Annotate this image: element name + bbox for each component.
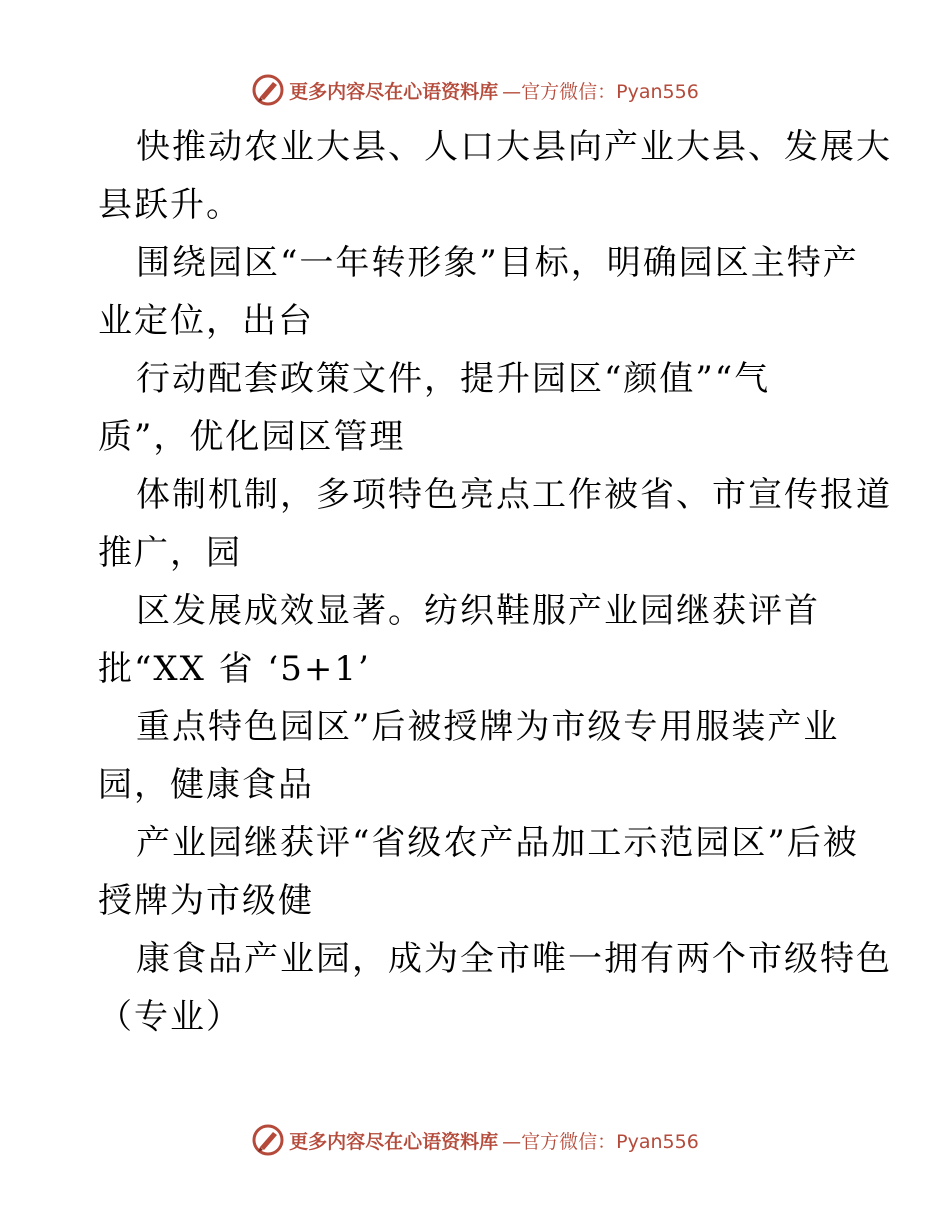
pen-logo-icon: [251, 1123, 285, 1157]
paragraph-5-line-1: 区发展成效显著。纺织鞋服产业园继获评首: [136, 591, 820, 631]
paragraph-3-line-1: 行动配套政策文件，提升园区“颜值”“气: [136, 359, 771, 399]
paragraph-2-line-2: 业定位，出台: [98, 301, 314, 341]
watermark-subtitle: —官方微信：Pyan556: [502, 1130, 699, 1153]
footer-watermark: [0, 1120, 950, 1160]
paragraph-7-line-1: 产业园继获评“省级农产品加工示范园区”后被: [136, 823, 859, 863]
paragraph-4-line-2: 推广，园: [98, 533, 242, 573]
paragraph-1-line-1: 快推动农业大县、人口大县向产业大县、发展大: [136, 127, 892, 167]
pen-logo-icon: [251, 73, 285, 107]
paragraph-6-line-2: 园，健康食品: [98, 765, 314, 805]
watermark-title: 更多内容尽在心语资料库: [289, 80, 499, 103]
paragraph-8-line-2: （专业）: [98, 997, 242, 1037]
document-body: [98, 118, 892, 1046]
paragraph-2-line-1: 围绕园区“一年转形象”目标，明确园区主特产: [136, 243, 859, 283]
header-watermark: [0, 70, 950, 110]
paragraph-4-line-1: 体制机制，多项特色亮点工作被省、市宣传报道: [136, 475, 892, 515]
watermark-title: 更多内容尽在心语资料库: [289, 1130, 499, 1153]
paragraph-8-line-1: 康食品产业园，成为全市唯一拥有两个市级特色: [136, 939, 892, 979]
watermark-subtitle: —官方微信：Pyan556: [502, 80, 699, 103]
paragraph-5-line-2: 批“XX 省 ‘5+1’: [98, 649, 371, 689]
paragraph-3-line-2: 质”，优化园区管理: [98, 417, 406, 457]
paragraph-7-line-2: 授牌为市级健: [98, 881, 314, 921]
paragraph-6-line-1: 重点特色园区”后被授牌为市级专用服装产业: [136, 707, 840, 747]
paragraph-1-line-2: 县跃升。: [98, 185, 242, 225]
